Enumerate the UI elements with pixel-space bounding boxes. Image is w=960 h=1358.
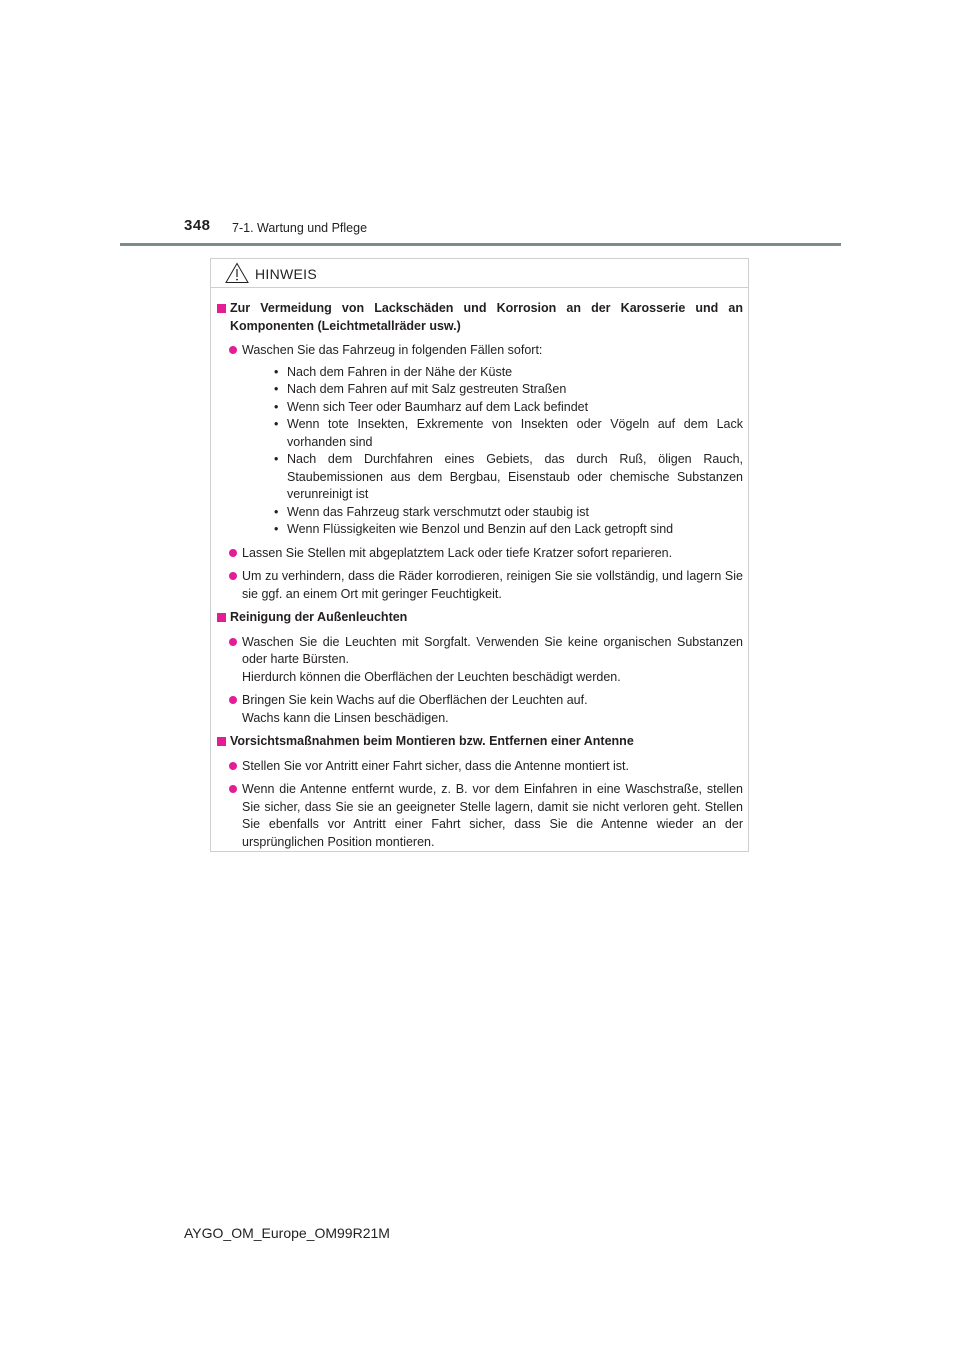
square-bullet-icon	[217, 613, 226, 622]
notice-header	[211, 259, 748, 288]
section-heading-text: Reinigung der Außenleuchten	[230, 610, 408, 624]
round-bullet-icon	[229, 785, 237, 793]
list-item-text-2: Wachs kann die Linsen beschädigen.	[242, 710, 449, 725]
sub-bullet: •	[274, 382, 279, 396]
list-item-text: Waschen Sie das Fahrzeug in folgenden Fällen sofort:	[242, 343, 543, 357]
sublist-item-text: Wenn Flüssigkeiten wie Benzol und Benzin auf den Lack getropft sind	[287, 522, 674, 536]
list-item-text: Stellen Sie vor Antritt einer Fahrt sicher, dass die Antenne montiert ist.	[242, 758, 629, 773]
sub-bullet: •	[274, 522, 279, 536]
list-item	[217, 568, 743, 603]
list-item	[217, 342, 743, 539]
sublist-item	[242, 364, 743, 382]
list-item-text: Um zu verhindern, dass die Räder korrodieren, reinigen Sie sie vollständig, und lagern Sie sie ggf. an einem Ort mit geringer Feuchtigkeit.	[242, 569, 743, 601]
list-item-text-2: Hierdurch können die Oberflächen der Leuchten beschädigt werden.	[242, 669, 621, 684]
square-bullet-icon	[217, 304, 226, 313]
sub-bullet: •	[274, 417, 279, 431]
sublist-item	[242, 381, 743, 399]
list-item	[217, 781, 743, 851]
sublist-item-text: Wenn das Fahrzeug stark verschmutzt oder staubig ist	[287, 504, 589, 519]
notice-content	[217, 300, 743, 857]
section-title: 7-1. Wartung und Pflege	[232, 221, 368, 235]
header-rule	[120, 243, 841, 246]
round-bullet-icon	[229, 638, 237, 646]
sublist-item	[242, 399, 743, 417]
section-heading-text: Vorsichtsmaßnahmen beim Montieren bzw. Entfernen einer Antenne	[230, 734, 634, 748]
round-bullet-icon	[229, 762, 237, 770]
round-bullet-icon	[229, 572, 237, 580]
sub-bullet: •	[274, 452, 279, 466]
section-heading	[217, 733, 743, 751]
sublist-item-text: Nach dem Fahren in der Nähe der Küste	[287, 364, 513, 379]
notice-label: HINWEIS	[255, 266, 317, 282]
list-item-text: Wenn die Antenne entfernt wurde, z. B. vor dem Einfahren in eine Waschstraße, stellen Sie sicher, dass Sie sie an geeigneter Stelle lagern, damit sie nicht verloren geht. Stellen Sie ebenfalls vor Antritt einer Fahrt sicher, dass Sie die Antenne wieder an der ursprünglichen Position montieren.	[242, 782, 743, 849]
sublist-item	[242, 521, 743, 539]
round-bullet-icon	[229, 696, 237, 704]
round-bullet-icon	[229, 549, 237, 557]
sublist-item-text: Wenn sich Teer oder Baumharz auf dem Lack befindet	[287, 399, 589, 414]
list-item	[217, 634, 743, 687]
list-item	[217, 692, 743, 727]
list-item-text: Bringen Sie kein Wachs auf die Oberflächen der Leuchten auf.	[242, 693, 588, 707]
list-item	[217, 758, 743, 776]
page-number: 348	[184, 217, 211, 234]
list-item-text: Waschen Sie die Leuchten mit Sorgfalt. Verwenden Sie keine organischen Substanzen oder harte Bürsten.	[242, 634, 743, 666]
sublist-item-text: Nach dem Durchfahren eines Gebiets, das durch Ruß, öligen Rauch, Staubemissionen aus dem Bergbau, Eisenstaub oder chemische Substanzen verunreinigt ist	[287, 452, 743, 501]
list-item	[217, 545, 743, 563]
sublist-item	[242, 504, 743, 522]
sublist-item	[242, 451, 743, 504]
footer-doc-id: AYGO_OM_Europe_OM99R21M	[184, 1225, 390, 1241]
sublist-item	[242, 416, 743, 451]
sub-bullet: •	[274, 399, 279, 414]
list-item-text: Lassen Sie Stellen mit abgeplatztem Lack oder tiefe Kratzer sofort reparieren.	[242, 545, 673, 560]
sublist-item-text: Nach dem Fahren auf mit Salz gestreuten Straßen	[287, 382, 567, 396]
sublist	[242, 364, 743, 539]
section-heading	[217, 609, 743, 627]
notice-box	[210, 258, 749, 852]
sub-bullet: •	[274, 504, 279, 519]
sublist-item-text: Wenn tote Insekten, Exkremente von Insekten oder Vögeln auf dem Lack vorhanden sind	[287, 417, 743, 449]
square-bullet-icon	[217, 737, 226, 746]
round-bullet-icon	[229, 346, 237, 354]
warning-triangle-icon	[225, 262, 249, 284]
section-heading	[217, 300, 743, 335]
sub-bullet: •	[274, 364, 279, 379]
section-heading-text: Zur Vermeidung von Lackschäden und Korrosion an der Karosserie und an Komponenten (Leichtmetallräder usw.)	[230, 301, 743, 333]
